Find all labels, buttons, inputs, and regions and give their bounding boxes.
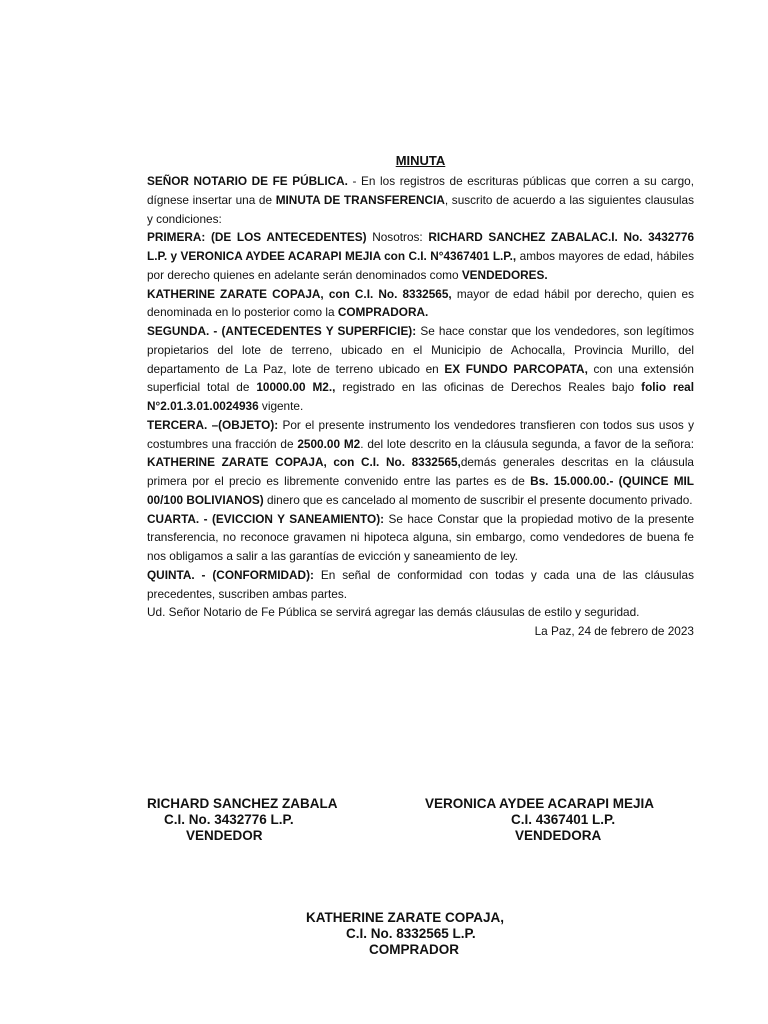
signature-seller-2-role: VENDEDORA — [515, 828, 602, 843]
signature-seller-2-ci: C.I. 4367401 L.P. — [511, 812, 616, 827]
clause-quinta: QUINTA. - (CONFORMIDAD): En señal de conformidad con todas y cada una de las cláusulas precedentes, suscriben ambas partes. — [147, 567, 694, 601]
clause-segunda: SEGUNDA. - (ANTECEDENTES Y SUPERFICIE): Se hace constar que los vendedores, son legítimos propietarios del lote de terreno, ubicado en el Municipio de Achocalla, Provincia Murillo, del departamento de La Paz, lote de terreno ubicado en EX FUNDO PARCOPATA, con una extensión superficial total de 10000.00 M2., registrado en las oficinas de Derechos Reales bajo folio real N°2.01.3.01.0024936 vigente. — [147, 324, 694, 413]
clause-cuarta: CUARTA. - (EVICCION Y SANEAMIENTO): Se hace Constar que la propiedad motivo de la presente transferencia, no reconoce gravamen ni hipoteca alguna, sin embargo, como vendedores de buena fe nos obligamos a salir a las garantías de evicción y saneamiento de ley. — [147, 511, 695, 563]
clause-primera-heading: PRIMERA: (DE LOS ANTECEDENTES) — [147, 230, 367, 245]
document-title: MINUTA — [395, 153, 446, 168]
clause-quinta-heading: QUINTA. - (CONFORMIDAD): — [147, 567, 314, 582]
signature-seller-2-name: VERONICA AYDEE ACARAPI MEJIA — [425, 796, 655, 811]
signature-seller-1-name: RICHARD SANCHEZ ZABALA — [147, 796, 338, 811]
clause-segunda-heading: SEGUNDA. - (ANTECEDENTES Y SUPERFICIE): — [147, 324, 417, 338]
place-date: La Paz, 24 de febrero de 2023 — [534, 624, 694, 638]
signature-seller-1-role: VENDEDOR — [186, 828, 263, 843]
signature-seller-1-ci: C.I. No. 3432776 L.P. — [164, 812, 294, 827]
signature-buyer-name: KATHERINE ZARATE COPAJA, — [306, 910, 505, 925]
clause-tercera: TERCERA. –(OBJETO): Por el presente instrumento los vendedores transfieren con todos sus usos y costumbres una fracción de 2500.00 M2. del lote descrito en la cláusula segunda, a favor de la señora: KATHERINE ZARATE COPAJA, con C.I. No. 8332565,demás generales descritas en la cláusula primera por el precio es libremente convenido entre las partes es de Bs. 15.000.00.- (QUINCE MIL 00/100 BOLIVIANOS) dinero que es cancelado al momento de suscribir el presente documento privado. — [147, 417, 695, 507]
intro-paragraph: SEÑOR NOTARIO DE FE PÚBLICA. - En los registros de escrituras públicas que corren a su cargo, dígnese insertar una de MINUTA DE TRANSFERENCIA, suscrito de acuerdo a las siguientes clausulas y condiciones: — [147, 174, 695, 226]
signature-buyer-ci: C.I. No. 8332565 L.P. — [346, 926, 476, 941]
closing-paragraph: Ud. Señor Notario de Fe Pública se servirá agregar las demás cláusulas de estilo y seguridad. — [147, 605, 640, 620]
intro-lead: SEÑOR NOTARIO DE FE PÚBLICA. — [147, 174, 348, 188]
signature-buyer-role: COMPRADOR — [369, 942, 459, 957]
clause-primera: PRIMERA: (DE LOS ANTECEDENTES) Nosotros: RICHARD SANCHEZ ZABALAC.I. No. 3432776 L.P. y VERONICA AYDEE ACARAPI MEJIA con C.I. N°4367401 L.P., ambos mayores de edad, hábiles por derecho quienes en adelante serán denominados como VENDEDORES. — [147, 230, 695, 282]
clause-tercera-heading: TERCERA. –(OBJETO): — [147, 417, 279, 432]
document-body — [147, 150, 694, 641]
clause-cuarta-heading: CUARTA. - (EVICCION Y SANEAMIENTO): — [147, 511, 385, 526]
buyer-paragraph: KATHERINE ZARATE COPAJA, con C.I. No. 8332565, mayor de edad hábil por derecho, quien es denominada en lo posterior como la COMPRADORA. — [147, 286, 694, 320]
